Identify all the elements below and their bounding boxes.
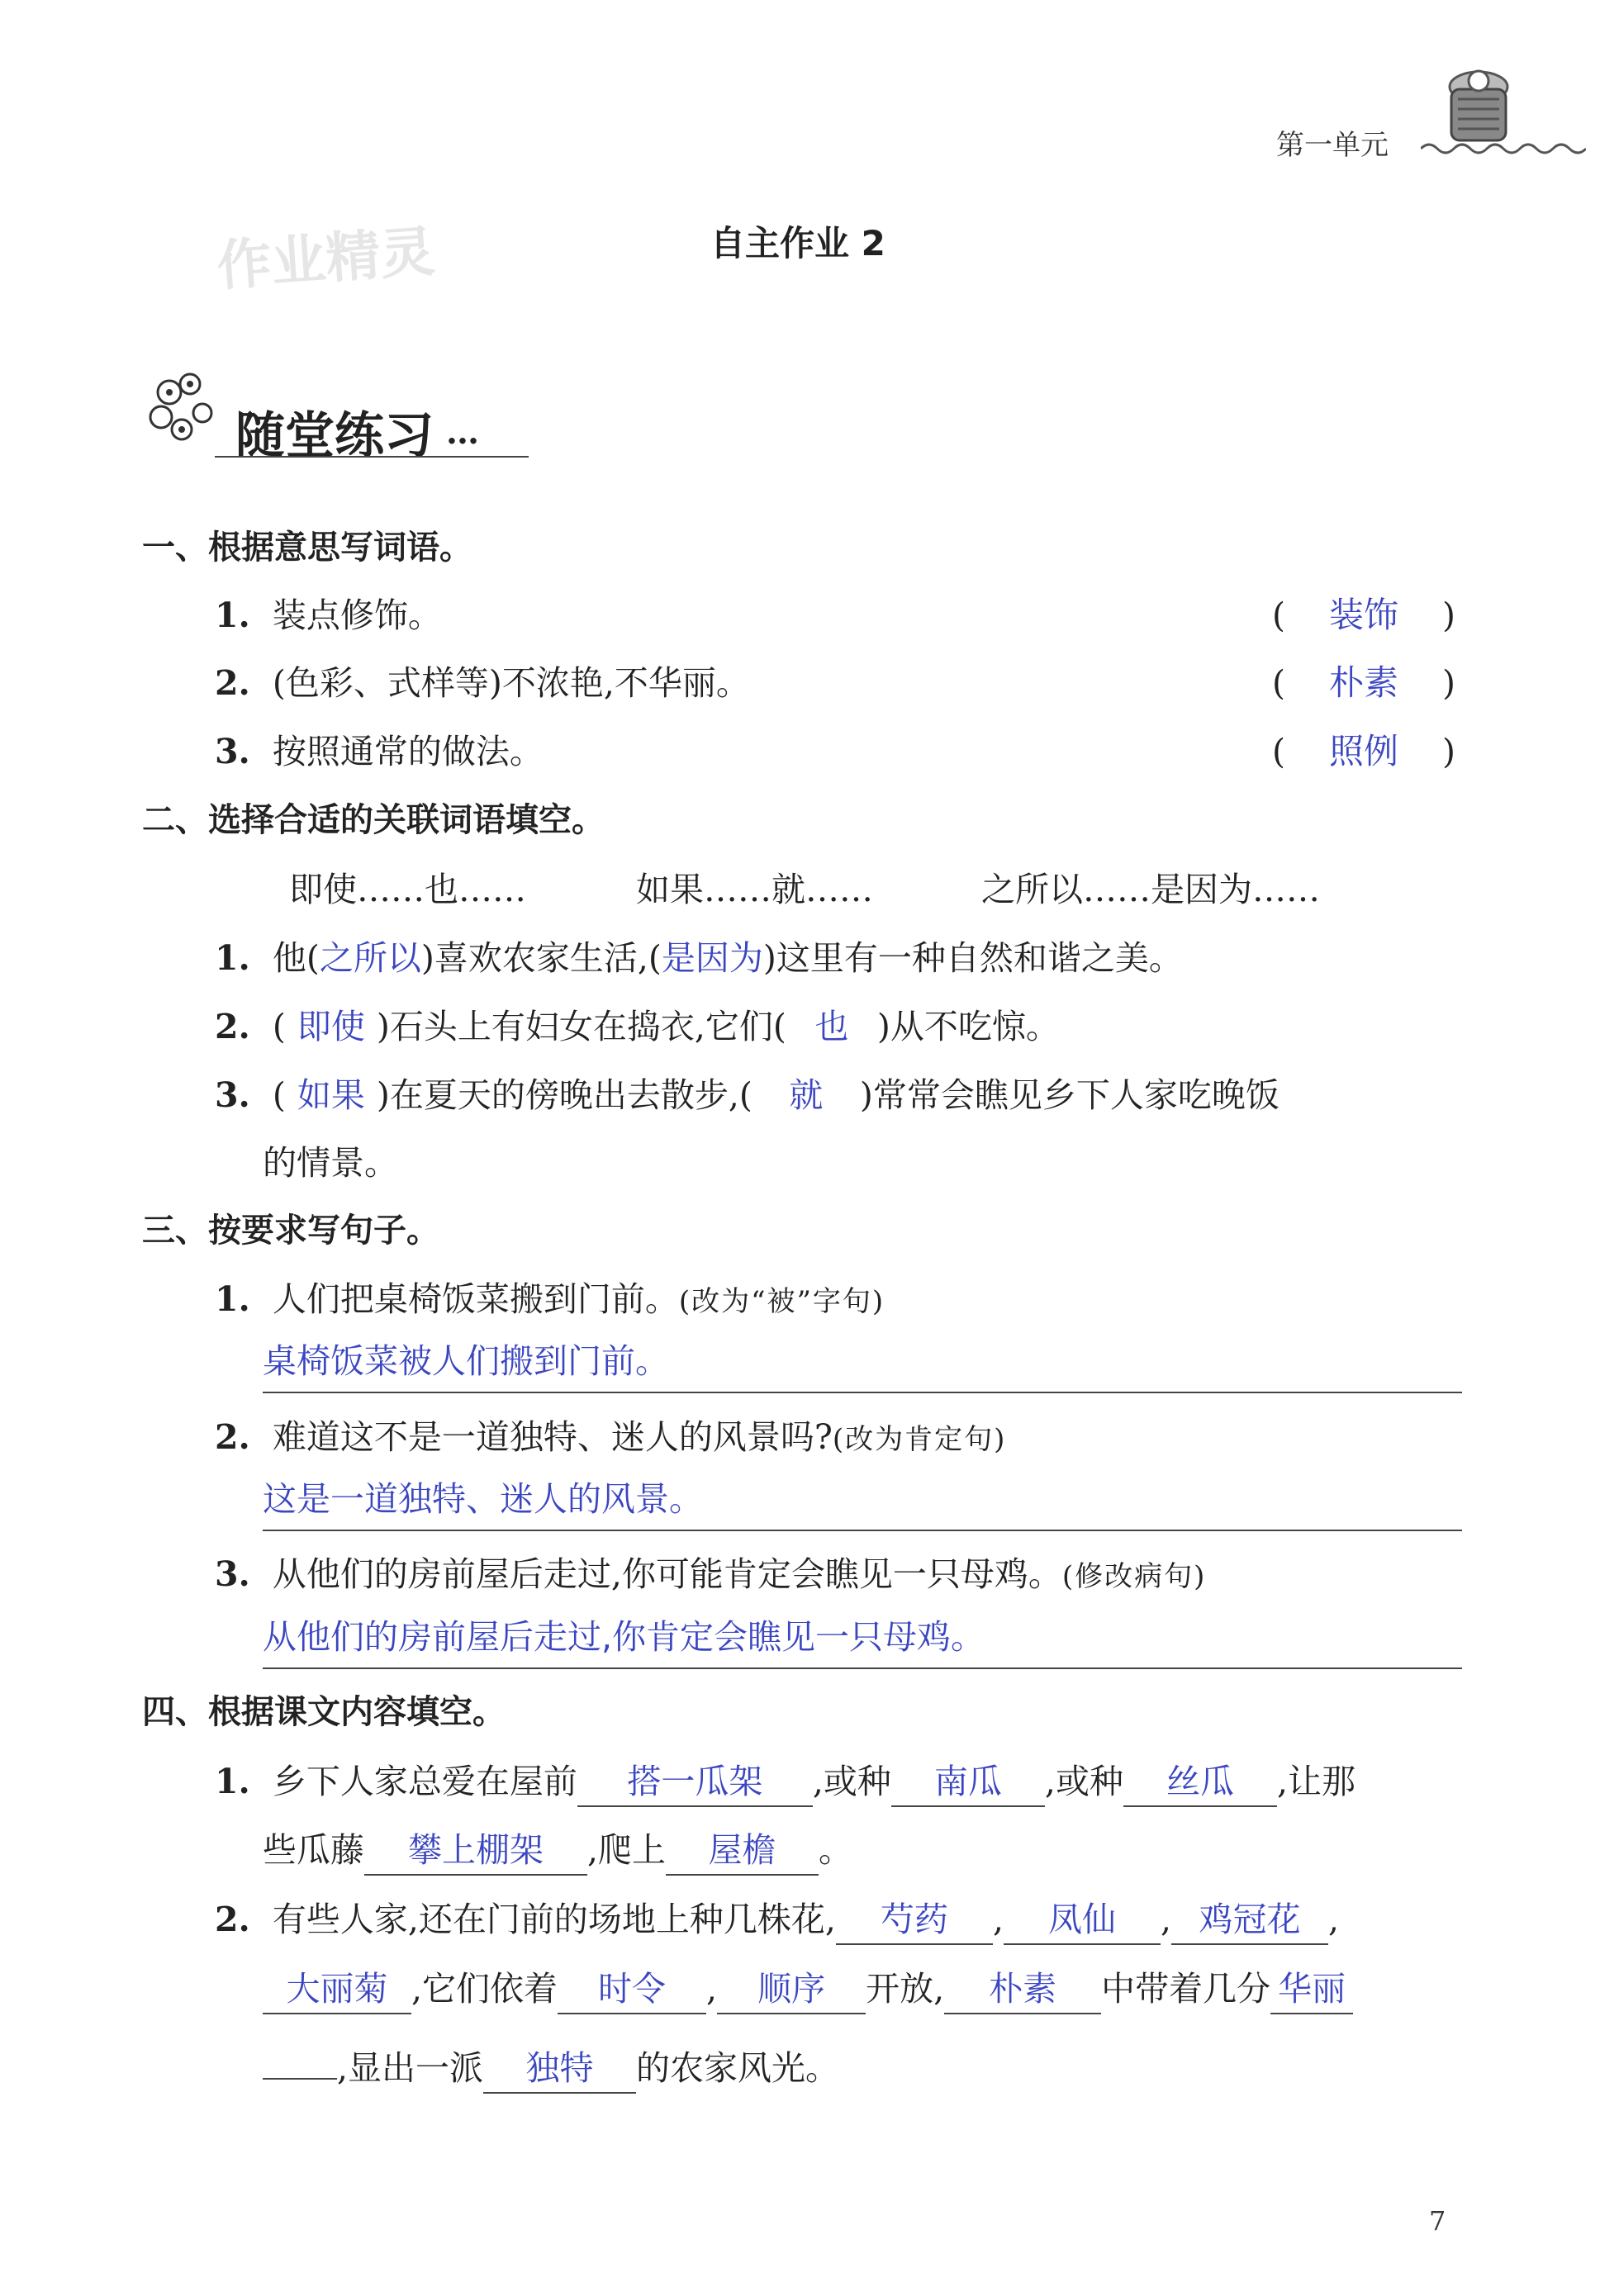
watermark-logo: 作业精灵 xyxy=(215,219,437,299)
s4-q2-line1: 2. 有些人家,还在门前的场地上种几株花, 芍药 , 凤仙 , 鸡冠花 , xyxy=(215,1895,1339,1945)
s4-q2-line2: 大丽菊 ,它们依着 时令 , 顺序 开放, 朴素 中带着几分 华丽 xyxy=(263,1964,1353,2014)
s1-item-1: 1. 装点修饰。 xyxy=(215,595,442,635)
s3-answer-1: 桌椅饭菜被人们搬到门前。 xyxy=(263,1341,669,1381)
s2-option-1: 即使……也…… xyxy=(289,870,526,909)
s4-q1-line2: 些瓜藤 攀上棚架 ,爬上 屋檐 。 xyxy=(263,1825,852,1876)
s3-item-3: 3. 从他们的房前屋后走过,你可能肯定会瞧见一只母鸡。(修改病句) xyxy=(215,1554,1207,1594)
banner-dots: … xyxy=(446,413,479,452)
s4-q1-line1: 1. 乡下人家总爱在屋前 搭一瓜架 ,或种 南瓜 ,或种 丝瓜 ,让那 xyxy=(215,1757,1355,1807)
basket-decoration xyxy=(1433,58,1524,149)
s3-item-1: 1. 人们把桌椅饭菜搬到门前。(改为“被”字句) xyxy=(215,1279,885,1319)
s3-answer-line-1 xyxy=(263,1392,1462,1393)
s2-item-3-cont: 的情景。 xyxy=(263,1143,398,1183)
s1-answer-3: ( 照例 ) xyxy=(1272,731,1455,771)
page-title: 自主作业 2 xyxy=(710,223,885,263)
section-1-heading: 一、根据意思写词语。 xyxy=(142,529,472,567)
s1-answer-2: ( 朴素 ) xyxy=(1272,662,1455,703)
banner-underline xyxy=(215,456,529,458)
section-banner: 随堂练习 xyxy=(235,407,434,465)
s1-item-2: 2. (色彩、式样等)不浓艳,不华丽。 xyxy=(215,663,750,703)
section-4-heading: 四、根据课文内容填空。 xyxy=(142,1693,506,1731)
wave-decoration xyxy=(1421,140,1586,157)
s2-item-2: 2. ( 即使 )石头上有妇女在捣衣,它们( 也 )从不吃惊。 xyxy=(215,1007,1060,1046)
s1-answer-1: ( 装饰 ) xyxy=(1272,595,1455,635)
s2-item-1: 1. 他(之所以)喜欢农家生活,(是因为)这里有一种自然和谐之美。 xyxy=(215,938,1183,978)
s2-option-3: 之所以……是因为…… xyxy=(981,870,1320,909)
s2-option-2: 如果……就…… xyxy=(636,870,873,909)
s3-answer-line-2 xyxy=(263,1530,1462,1531)
section-2-heading: 二、选择合适的关联词语填空。 xyxy=(142,801,605,839)
s1-item-3: 3. 按照通常的做法。 xyxy=(215,732,544,771)
flower-decoration-icon xyxy=(140,363,231,454)
s3-answer-3: 从他们的房前屋后走过,你肯定会瞧见一只母鸡。 xyxy=(263,1617,985,1657)
s3-item-2: 2. 难道这不是一道独特、迷人的风景吗?(改为肯定句) xyxy=(215,1417,1007,1457)
s3-answer-2: 这是一道独特、迷人的风景。 xyxy=(263,1479,703,1519)
section-3-heading: 三、按要求写句子。 xyxy=(142,1212,439,1250)
s2-item-3: 3. ( 如果 )在夏天的傍晚出去散步,( 就 )常常会瞧见乡下人家吃晚饭 xyxy=(215,1075,1280,1115)
unit-label: 第一单元 xyxy=(1276,129,1389,162)
s4-q2-line3: ,显出一派 独特 的农家风光。 xyxy=(263,2033,839,2094)
s3-answer-line-3 xyxy=(263,1667,1462,1669)
page-number: 7 xyxy=(1429,2205,1446,2237)
